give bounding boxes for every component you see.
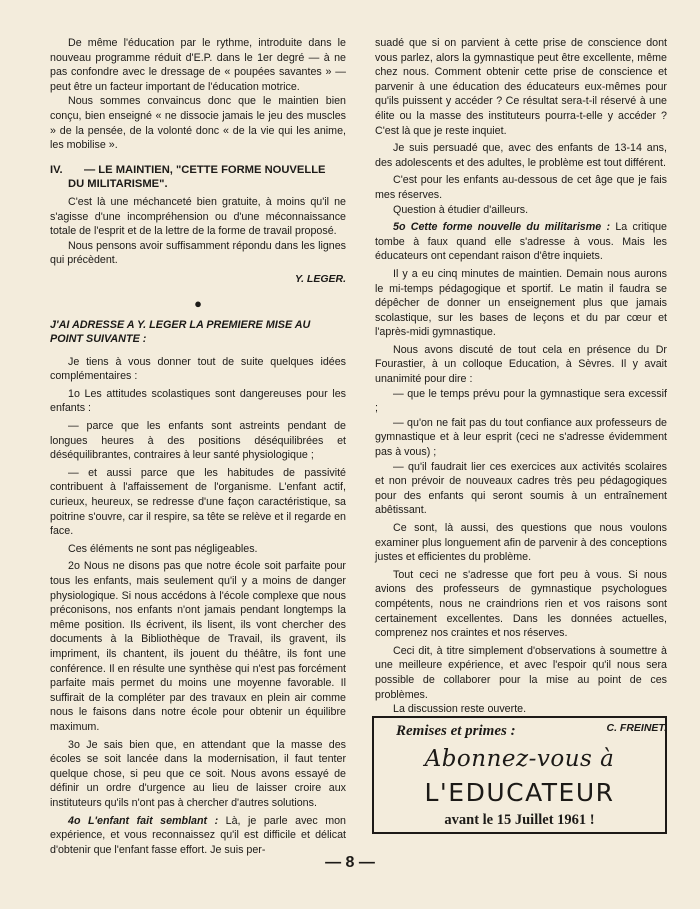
- paragraph: Ces éléments ne sont pas négligeables.: [68, 542, 258, 555]
- advert-title: Remises et primes :: [396, 723, 516, 739]
- paragraph: [50, 814, 346, 858]
- paragraph: Je suis persuadé que, avec des enfants de 13-14 ans, des adolescents et des adultes, le problème est tout différent.: [375, 142, 667, 169]
- advert-journal-name: L'EDUCATEUR: [424, 778, 615, 807]
- signature: C. FREINET.: [606, 721, 667, 734]
- section-heading-line: DU MILITARISME".: [68, 178, 168, 191]
- paragraph: Je tiens à vous donner tout de suite quelques idées complémentaires :: [50, 355, 346, 383]
- paragraph-text: Là, je parle avec mon expérience, et vous reconnaissez qu'il est difficile et délicat d'obtenir que l'enfant fasse effort. Je suis per-: [50, 814, 347, 856]
- paragraph: 3o Je sais bien que, en attendant que la masse des écoles se soit lancée dans la modernisation, il faut tenter quelque chose, si peu que ce soit. Nous avons essayé de définir un ordre d'urgence au lieu de laisser croire aux instituteurs qu'ils n'ont pas à chercher d'autres solutions.: [50, 738, 346, 809]
- paragraph-text: La critique tombe à faux quand elle s'adresse à vous. Mais les éducateurs ont cependant raison d'être inquiets.: [375, 221, 667, 263]
- signature: Y. LEGER.: [295, 272, 346, 285]
- paragraph: Nous pensons avoir suffisamment répondu dans les lignes qui précèdent.: [50, 239, 346, 267]
- paragraph: La discussion reste ouverte.: [393, 703, 527, 716]
- section-number: IV.: [50, 163, 63, 176]
- advert-deadline: avant le 15 Juillet 1961 !: [444, 812, 595, 828]
- list-item: — qu'il faudrait lier ces exercices aux activités scolaires et non prévoir de nouveaux cadres très peu pédagogiques pour des enfants qui seront soumis à un entraînement abêtissant.: [375, 460, 667, 517]
- paragraph: 1o Les attitudes scolastiques sont dangereuses pour les enfants :: [50, 387, 346, 415]
- paragraph: Nous sommes convaincus donc que le maintien bien conçu, bien enseigné « ne dissocie jamais le jeu des muscles » de la pensée, de la volonté donc « de la vie qui les anime, les mobilise ».: [50, 95, 346, 152]
- subscription-advert: [372, 716, 667, 834]
- paragraph: Tout ceci ne s'adresse que fort peu à vous. Si nous avions des professeurs de gymnastique psychologues compétents, nous ne craindrions rien et vos raisons sont certainement excellentes. Dans les données actuelles, comprenez nos craintes et nos réserves.: [375, 568, 667, 640]
- paragraph-label: 5o Cette forme nouvelle du militarisme :: [393, 221, 611, 234]
- paragraph: suadé que si on parvient à cette prise de conscience dont vous parlez, alors la gymnastique peut être excellente, même chez nous. Comment obtenir cette prise de conscience et parvenir à une éducation des éducateurs eux-mêmes pour qu'ils puissent y accéder ? Ce résultat sera-t-il réservé à une élite ou la masse des instituteurs pourra-t-elle y accéder ? C'est là que je reste inquiet.: [375, 37, 667, 137]
- paragraph: — et aussi parce que les habitudes de passivité contribuent à l'affaissement de l'organisme. L'enfant actif, curieux, heureux, se redresse d'une façon caractéristique, sa poitrine s'ouvre, car il respire, sa tête se relève et il regarde en face.: [50, 466, 346, 538]
- paragraph: De même l'éducation par le rythme, introduite dans le nouveau programme réduit d'E.P. dans le 1er degré — à ne pas confondre avec le dressage de « poupées savantes » — peut être un facteur important de l'éducation motrice.: [50, 37, 346, 93]
- page-number: — 8 —: [325, 854, 375, 871]
- paragraph: [375, 220, 667, 264]
- advert-handwritten-line: Abonnez-vous à: [424, 746, 615, 772]
- paragraph: Nous avons discuté de tout cela en présence du Dr Fourastier, à un colloque Education, à Sèvres. Il y avait unanimité pour dire :: [375, 343, 667, 386]
- right-column: [375, 36, 667, 735]
- left-column: [50, 36, 346, 857]
- paragraph: Il y a eu cinq minutes de maintien. Demain nous aurons le mi-temps pédagogique et sportif. Le matin il faudra se dépêcher de donner un enseignement plus que jamais scolastique, sur les bases de leçons et du par cœur et l'après-midi gymnastique.: [375, 267, 667, 339]
- paragraph: Question à étudier d'ailleurs.: [393, 203, 529, 216]
- bullet-separator: ●: [194, 295, 202, 311]
- list-item: — que le temps prévu pour la gymnastique sera excessif ;: [375, 387, 667, 415]
- section-heading: [50, 163, 346, 192]
- paragraph: 2o Nous ne disons pas que notre école soit parfaite pour tous les enfants, mais seulement qu'il y a moins de danger physiologique. Si nous accédons à l'école complexe que nous préconisons, nos enfants n'ont jamais pendant longtemps la même position. Ils écrivent, ils lisent, ils vont chercher des documents à la Bibliothèque de Travail, ils gravent, ils impriment, ils chantent, ils jouent du théâtre, ils font une conférence. Il en résulte une synthèse qui n'est pas forcément parfaite mais permet du moins une moyenne favorable. Il suffirait de la compléter par des travaux en plein air comme nous le faisons dans notre école pour obtenir un équilibre maximum.: [50, 560, 346, 733]
- paragraph: — parce que les enfants sont astreints pendant de longues heures à des positions déséquilibrées et déséquilibrantes, contraires à leur santé physiologique ;: [50, 420, 346, 462]
- paragraph: C'est là une méchanceté bien gratuite, à moins qu'il ne s'agisse d'une incompréhension ou d'une méconnaissance totale de l'esprit et de la lettre de la forme de travail proposé.: [50, 195, 346, 238]
- paragraph-label: 4o L'enfant fait semblant :: [68, 814, 219, 827]
- paragraph: Ceci dit, à titre simplement d'observations à soumettre à une meilleure expérience, et avec l'espoir qu'il nous sera possible de collaborer pour la mise au point de ces problèmes.: [375, 644, 667, 701]
- section-heading-line: — LE MAINTIEN, "CETTE FORME NOUVELLE: [84, 163, 326, 176]
- paragraph: Ce sont, là aussi, des questions que nous voulons examiner plus longuement afin de parvenir à des conceptions justes et efficientes du problème.: [375, 522, 667, 564]
- letter-intro-heading: J'AI ADRESSE A Y. LEGER LA PREMIERE MISE AU POINT SUIVANTE :: [50, 318, 311, 346]
- paragraph: C'est pour les enfants au-dessous de cet âge que je fais mes réserves.: [375, 174, 667, 201]
- list-item: — qu'on ne fait pas du tout confiance aux professeurs de gymnastique et à leur esprit (ceci ne s'adresse évidemment pas à vous) ;: [375, 416, 667, 459]
